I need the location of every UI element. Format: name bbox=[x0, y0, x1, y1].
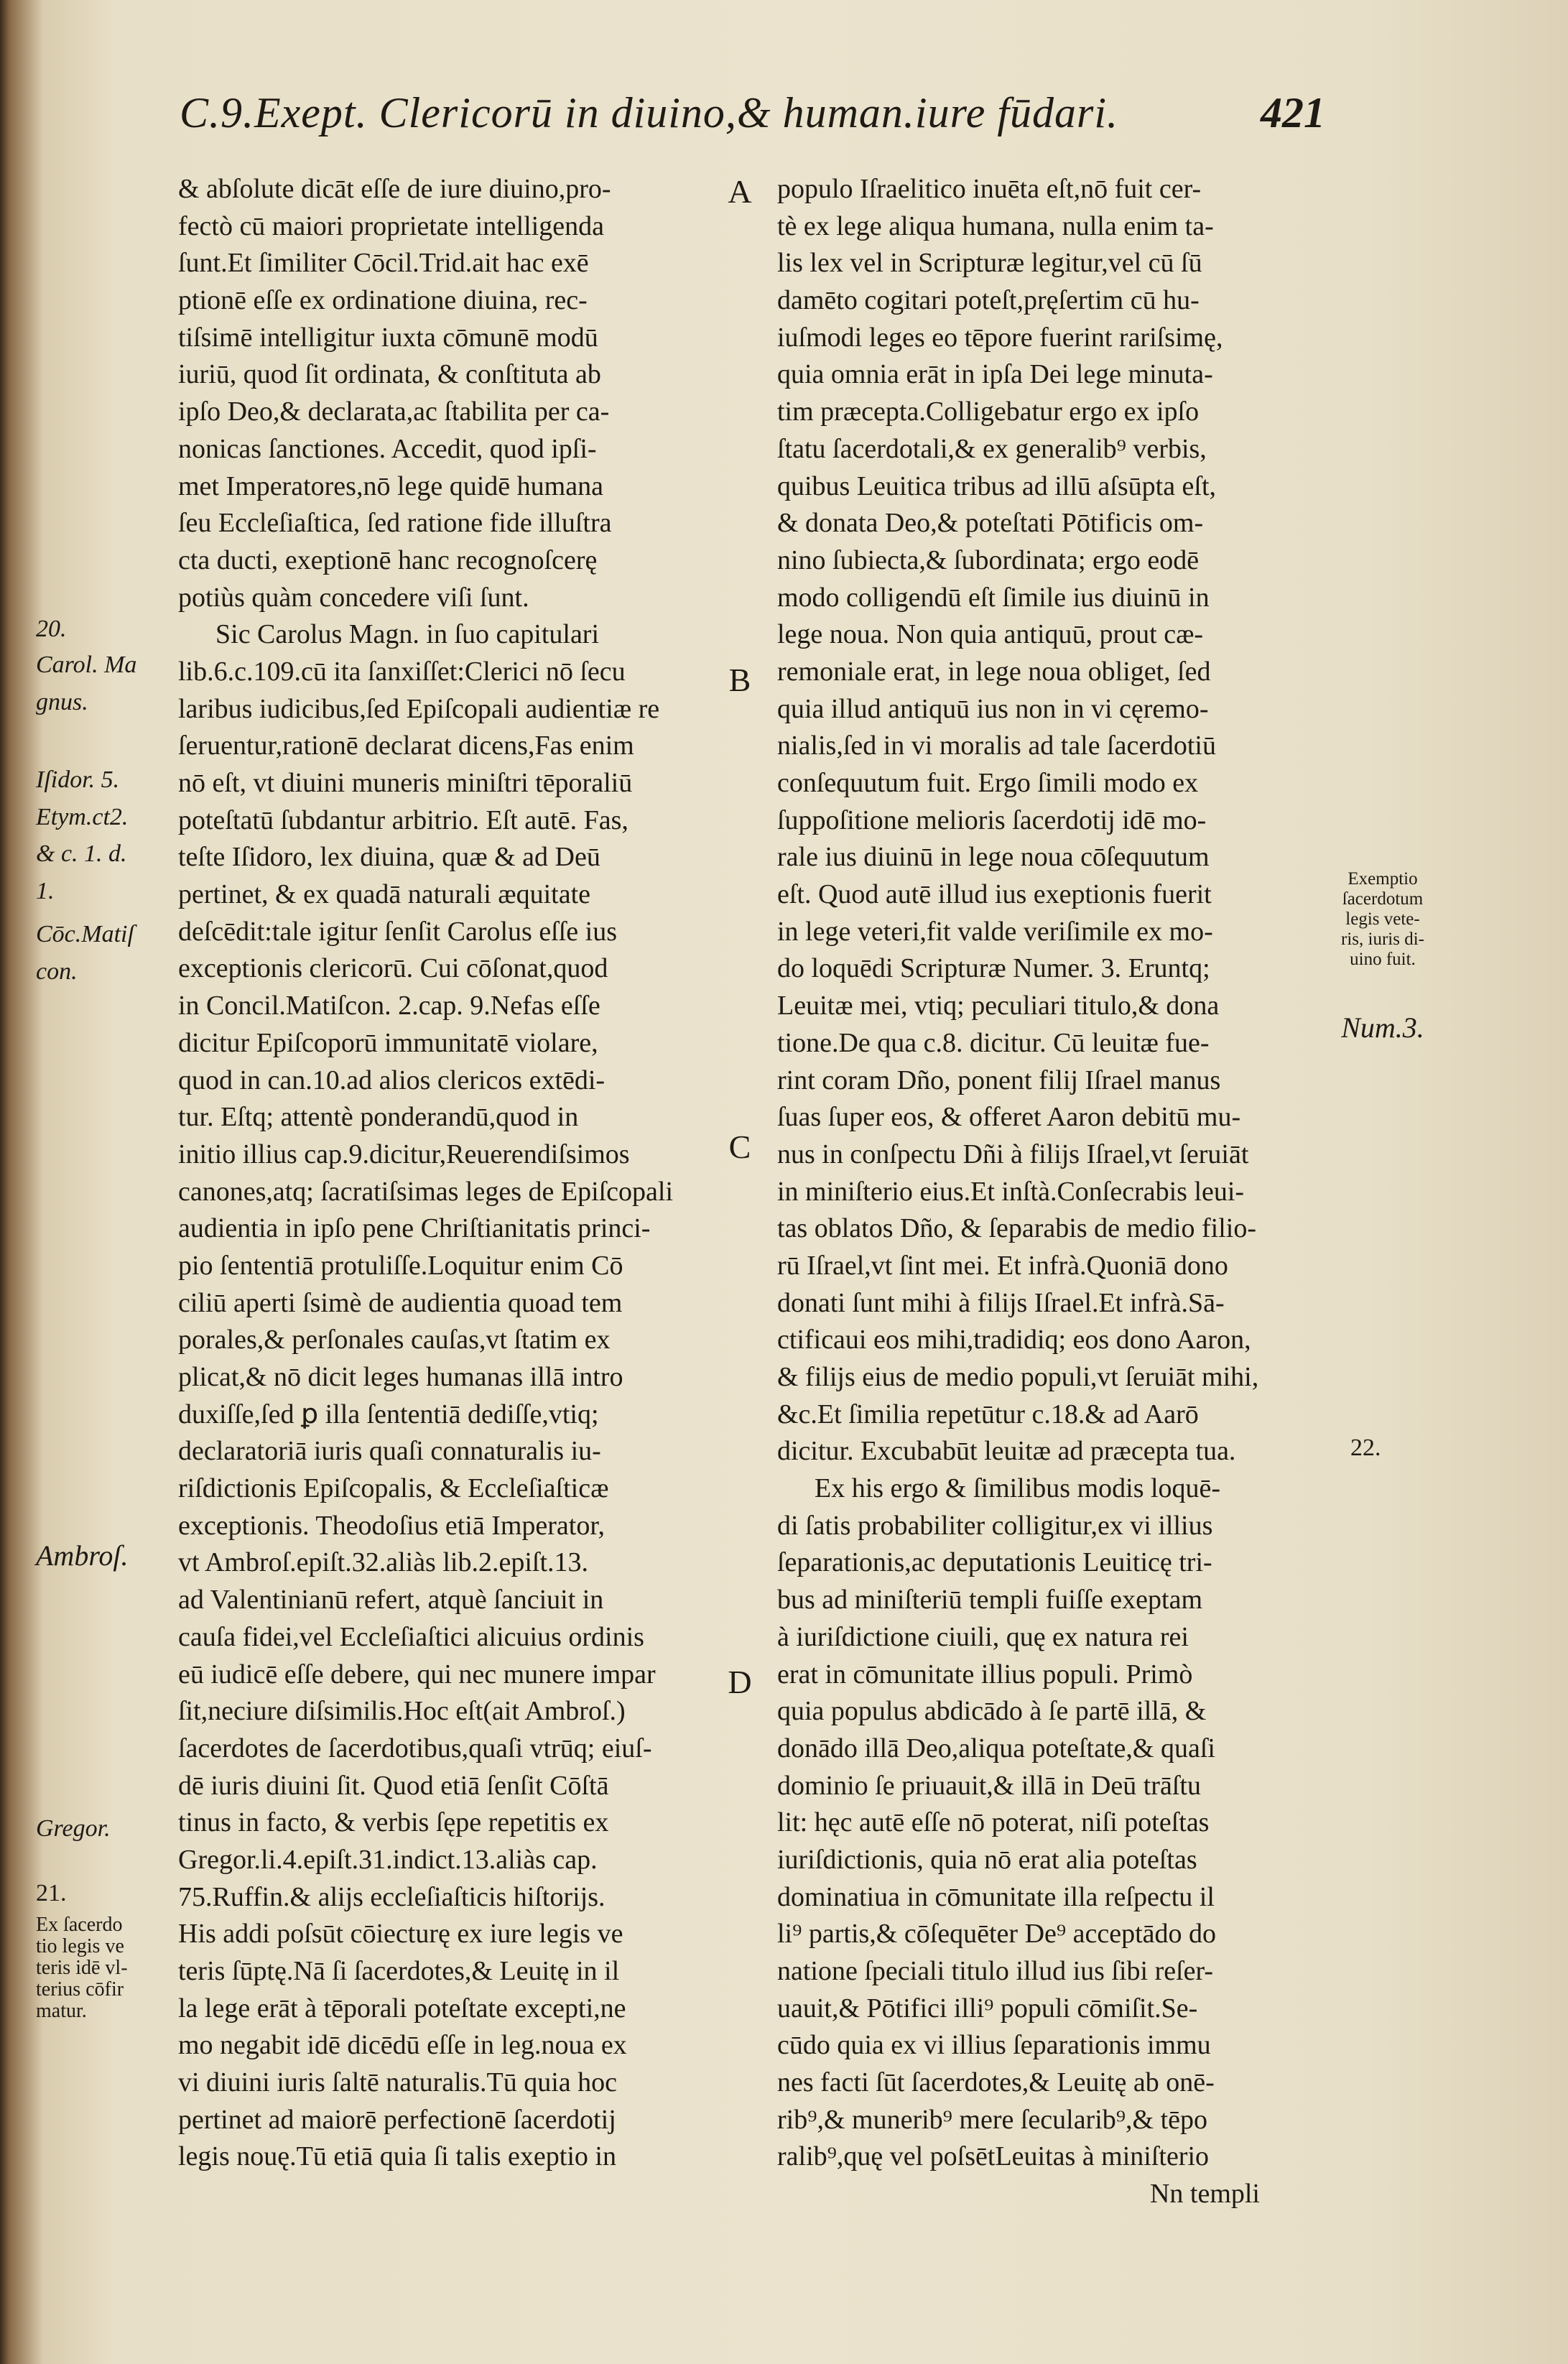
text-line: pertinet ad maiorē perfectionē ſacerdotij bbox=[178, 2104, 616, 2135]
text-line: dominio ſe priuauit,& illā in Deū trāſtu bbox=[777, 1770, 1201, 1801]
margin-note-exemptio bbox=[1318, 869, 1447, 970]
text-line: in miniſterio eius.Et inſtà.Conſecrabis leui- bbox=[777, 1176, 1245, 1207]
text-line: ad Valentinianū refert, atquè ſanciuit in bbox=[178, 1585, 604, 1616]
margin-note-line: tio legis ve bbox=[36, 1935, 124, 1957]
text-line: tiſsimē intelligitur iuxta cōmunē modū bbox=[178, 322, 598, 353]
margin-ref-carolus bbox=[36, 646, 172, 720]
text-line: quod in can.10.ad alios clericos extēdi- bbox=[178, 1065, 606, 1095]
text-line: quia populus abdicādo à ſe partē illā, & bbox=[777, 1696, 1207, 1727]
text-line: ptionē eſſe ex ordinatione diuina, rec- bbox=[178, 285, 588, 316]
margin-ref-gregor: Gregor. bbox=[36, 1815, 111, 1842]
text-line: & donata Deo,& poteſtati Pōtificis om- bbox=[777, 508, 1204, 539]
margin-note-line: legis vete- bbox=[1345, 909, 1420, 929]
margin-ref-line: gnus. bbox=[36, 688, 88, 715]
text-line: lege noua. Non quia antiquū, prout cæ- bbox=[777, 619, 1204, 650]
text-line: Gregor.li.4.epiſt.31.indict.13.aliàs cap. bbox=[178, 1844, 598, 1875]
text-line: quia omnia erāt in ipſa Dei lege minuta- bbox=[777, 359, 1213, 390]
text-line: quibus Leuitica tribus ad illū aſsūpta eſt, bbox=[777, 471, 1217, 501]
text-line: ſuas ſuper eos, & offeret Aaron debitū mu- bbox=[777, 1102, 1241, 1133]
text-line: vt Ambroſ.epiſt.32.aliàs lib.2.epiſt.13. bbox=[178, 1547, 589, 1578]
margin-note-line: Exemptio bbox=[1347, 869, 1418, 889]
margin-note-line: ſacerdotum bbox=[1342, 889, 1424, 909]
text-line: populo Iſraelitico inuēta eſt,nō fuit cer- bbox=[777, 174, 1202, 204]
text-line: ſeruentur,rationē declarat dicens,Fas enim bbox=[178, 731, 634, 761]
text-line: eſt. Quod autē illud ius exeptionis fuerit bbox=[777, 879, 1212, 910]
margin-ref-ambros: Ambroſ. bbox=[36, 1539, 129, 1572]
text-line: fectò cū maiori proprietate intelligenda bbox=[178, 210, 604, 241]
text-line: lib.6.c.109.cū ita ſanxiſſet:Clerici nō ſecu bbox=[178, 656, 626, 687]
text-line: met Imperatores,nō lege quidē humana bbox=[178, 471, 603, 501]
text-line: quia illud antiquū ius non in vi cęremo- bbox=[777, 693, 1209, 724]
margin-ref-numeri: Num.3. bbox=[1341, 1011, 1424, 1044]
margin-number-20: 20. bbox=[36, 616, 67, 642]
text-line: mo negabit idē dicēdū eſſe in leg.noua ex bbox=[178, 2030, 627, 2061]
text-line: tur. Eſtq; attentè ponderandū,quod in bbox=[178, 1102, 579, 1133]
text-line: 75.Ruffin.& alijs eccleſiaſticis hiſtorijs. bbox=[178, 1881, 606, 1912]
text-line: dominatiua in cōmunitate illa reſpectu il bbox=[777, 1881, 1215, 1912]
text-line: ſuppoſitione melioris ſacerdotij idē mo- bbox=[777, 805, 1207, 835]
left-text-column bbox=[178, 171, 718, 2176]
text-line: exceptionis. Theodoſius etiā Imperator, bbox=[178, 1510, 605, 1541]
text-line: riſdictionis Epiſcopalis, & Eccleſiaſticæ bbox=[178, 1473, 609, 1504]
text-line: tione.De qua c.8. dicitur. Cū leuitæ fue- bbox=[777, 1027, 1210, 1058]
margin-ref-line: Iſidor. 5. bbox=[36, 766, 120, 793]
text-line: pio ſententiā protuliſſe.Loquitur enim Cō bbox=[178, 1250, 623, 1281]
text-line: duxiſſe,ſed ꝑ illa ſententiā dediſſe,vtiq; bbox=[178, 1399, 599, 1429]
text-line: lis lex vel in Scripturæ legitur,vel cū ſū bbox=[777, 248, 1202, 279]
margin-number-21: 21. bbox=[36, 1880, 67, 1906]
text-line: canones,atq; ſacratiſsimas leges de Epiſcopali bbox=[178, 1176, 674, 1207]
text-line: rib⁹,& munerib⁹ mere ſecularib⁹,& tēpo bbox=[777, 2104, 1208, 2135]
text-line: ſeu Eccleſiaſtica, ſed ratione fide illuſtra bbox=[178, 508, 612, 539]
text-line: la lege erāt à tēporali poteſtate excepti,ne bbox=[178, 1993, 626, 2024]
text-line: rū Iſrael,vt ſint mei. Et infrà.Quoniā dono bbox=[777, 1250, 1228, 1281]
text-line: rint coram Dño, ponent filij Iſrael manus bbox=[777, 1065, 1221, 1095]
text-line: nō eſt, vt diuini muneris miniſtri tēporaliū bbox=[178, 768, 633, 798]
text-line: & abſolute dicāt eſſe de iure diuino,pro- bbox=[178, 174, 611, 204]
text-line: tinus in facto, & verbis ſępe repetitis ex bbox=[178, 1807, 609, 1838]
text-line: bus ad miniſteriū templi fuiſſe exeptam bbox=[777, 1585, 1203, 1616]
text-line: dē iuris diuini ſit. Quod etiā ſenſit Cōſtā bbox=[178, 1770, 609, 1801]
margin-ref-line: Carol. Ma bbox=[36, 652, 137, 678]
text-line: ſit,neciure diſsimilis.Hoc eſt(ait Ambroſ.) bbox=[178, 1696, 626, 1727]
text-line: His addi poſsūt cōiecturę ex iure legis ve bbox=[178, 1919, 623, 1950]
text-line: donati ſunt mihi à filijs Iſrael.Et infrà.Sā- bbox=[777, 1287, 1225, 1318]
text-line: poteſtatū ſubdantur arbitrio. Eſt autē. Fas, bbox=[178, 805, 628, 835]
text-line: Leuitæ mei, vtiq; peculiari titulo,& dona bbox=[777, 991, 1220, 1021]
text-line: &c.Et ſimilia repetūtur c.18.& ad Aarō bbox=[777, 1399, 1199, 1429]
text-line: in lege veteri,fit valde veriſimile ex mo- bbox=[777, 916, 1213, 947]
margin-ref-isidor bbox=[36, 761, 172, 910]
text-line: dicitur. Excubabūt leuitæ ad præcepta tua. bbox=[777, 1436, 1236, 1467]
text-line: di ſatis probabiliter colligitur,ex vi illius bbox=[777, 1510, 1213, 1541]
text-line: initio illius cap.9.dicitur,Reuerendiſsimos bbox=[178, 1139, 630, 1169]
text-line: nino ſubiecta,& ſubordinata; ergo eodē bbox=[777, 544, 1200, 575]
text-line: modo colligendū eſt ſimile ius diuinū in bbox=[777, 582, 1210, 613]
margin-note-line: teris idē vl- bbox=[36, 1957, 128, 1979]
margin-number-22: 22. bbox=[1350, 1434, 1381, 1461]
text-line: porales,& perſonales cauſas,vt ſtatim ex bbox=[178, 1325, 611, 1355]
text-line: pertinet, & ex quadā naturali æquitate bbox=[178, 879, 591, 910]
running-title: C.9.Exept. Clericorū in diuino,& human.iure fūdari. bbox=[180, 89, 1119, 136]
text-line: iuſmodi leges eo tēpore fuerint rariſsimę, bbox=[777, 322, 1223, 353]
text-line: audientia in ipſo pene Chriſtianitatis princi- bbox=[178, 1213, 651, 1244]
text-line: teſte Iſidoro, lex diuina, quæ & ad Deū bbox=[178, 842, 600, 873]
text-line: Sic Carolus Magn. in ſuo capitulari bbox=[215, 619, 600, 650]
page-number: 421 bbox=[1261, 89, 1325, 136]
text-line: tè ex lege aliqua humana, nulla enim ta- bbox=[777, 210, 1214, 241]
text-line: natione ſpeciali titulo illud ius ſibi reſer- bbox=[777, 1956, 1214, 1986]
text-line: laribus iudicibus,ſed Epiſcopali audientiæ re bbox=[178, 693, 660, 724]
text-line: deſcēdit:tale igitur ſenſit Carolus eſſe ius bbox=[178, 916, 618, 947]
section-marker-b: B bbox=[728, 662, 751, 698]
text-line: cūdo quia ex vi illius ſeparationis immu bbox=[777, 2030, 1211, 2061]
text-line: dicitur Epiſcoporū immunitatē violare, bbox=[178, 1027, 598, 1058]
text-line: nes facti ſūt ſacerdotes,& Leuitę ab onē- bbox=[777, 2067, 1215, 2098]
section-marker-a: A bbox=[728, 173, 752, 210]
text-line: rale ius diuinū in lege noua cōſequutum bbox=[777, 842, 1210, 873]
text-line: potiùs quàm concedere viſi ſunt. bbox=[178, 582, 529, 613]
text-line: Nn templi bbox=[1149, 2179, 1260, 2210]
margin-note-21 bbox=[36, 1914, 172, 2022]
text-line: ipſo Deo,& declarata,ac ſtabilita per ca- bbox=[178, 397, 610, 427]
margin-ref-line: 1. bbox=[36, 878, 55, 905]
text-line: ſunt.Et ſimiliter Cōcil.Trid.ait hac exē bbox=[178, 248, 589, 279]
text-line: iuriſdictionis, quia nō erat alia poteſtas bbox=[777, 1844, 1197, 1875]
text-line: ralib⁹,quę vel poſsētLeuitas à miniſterio bbox=[777, 2141, 1210, 2172]
text-line: in Concil.Matiſcon. 2.cap. 9.Nefas eſſe bbox=[178, 991, 600, 1021]
text-line: ſacerdotes de ſacerdotibus,quaſi vtrūq; eiuſ- bbox=[178, 1733, 652, 1763]
text-line: conſequutum fuit. Ergo ſimili modo ex bbox=[777, 768, 1199, 798]
text-line: declaratoriā iuris quaſi connaturalis iu- bbox=[178, 1436, 601, 1467]
margin-note-line: ris, iuris di- bbox=[1341, 930, 1424, 949]
text-line: nonicas ſanctiones. Accedit, quod ipſi- bbox=[178, 433, 597, 464]
margin-note-line: terius cōfir bbox=[36, 1978, 124, 2001]
section-marker-c: C bbox=[728, 1128, 751, 1165]
text-line: cta ducti, exeptionē hanc recognoſcerę bbox=[178, 544, 598, 575]
right-text-column bbox=[777, 171, 1317, 2213]
text-line: legis nouę.Tū etiā quia ſi talis exeptio in bbox=[178, 2141, 616, 2172]
margin-ref-concilium bbox=[36, 916, 172, 990]
text-line: do loquēdi Scripturæ Numer. 3. Eruntq; bbox=[777, 953, 1210, 984]
margin-ref-line: con. bbox=[36, 958, 78, 985]
text-line: ctificaui eos mihi,tradidiq; eos dono Aaron, bbox=[777, 1325, 1251, 1355]
margin-note-line: matur. bbox=[36, 2000, 87, 2022]
text-line: erat in cōmunitate illius populi. Primò bbox=[777, 1659, 1193, 1689]
text-line: exceptionis clericorū. Cui cōſonat,quod bbox=[178, 953, 608, 984]
margin-ref-line: Cōc.Matiſ bbox=[36, 921, 134, 947]
text-line: remoniale erat, in lege noua obliget, ſed bbox=[777, 656, 1211, 687]
text-line: Ex his ergo & ſimilibus modis loquē- bbox=[815, 1473, 1221, 1504]
margin-note-line: uino fuit. bbox=[1350, 950, 1416, 969]
text-line: uauit,& Pōtifici illi⁹ populi cōmiſit.Se- bbox=[777, 1993, 1198, 2024]
text-line: tim præcepta.Colligebatur ergo ex ipſo bbox=[777, 397, 1200, 427]
text-line: plicat,& nō dicit leges humanas illā intro bbox=[178, 1362, 623, 1392]
text-line: ciliū aperti ſsimè de audientia quoad tem bbox=[178, 1287, 623, 1318]
text-line: ſtatu ſacerdotali,& ex generalib⁹ verbis, bbox=[777, 433, 1207, 464]
section-marker-d: D bbox=[728, 1664, 752, 1700]
text-line: li⁹ partis,& cōſequēter De⁹ acceptādo do bbox=[777, 1919, 1217, 1950]
text-line: nus in conſpectu Dñi à filijs Iſrael,vt ſeruiāt bbox=[777, 1139, 1249, 1169]
text-line: eū iudicē eſſe debere, qui nec munere impar bbox=[178, 1659, 656, 1689]
text-line: damēto cogitari poteſt,pręſertim cū hu- bbox=[777, 285, 1200, 316]
margin-note-line: Ex ſacerdo bbox=[36, 1914, 123, 1936]
text-line: teris ſūptę.Nā ſi ſacerdotes,& Leuitę in il bbox=[178, 1956, 620, 1986]
text-line: tas oblatos Dño, & ſeparabis de medio filio- bbox=[777, 1213, 1256, 1244]
text-line: ſeparationis,ac deputationis Leuiticę tri- bbox=[777, 1547, 1212, 1578]
margin-ref-line: & c. 1. d. bbox=[36, 840, 127, 868]
text-line: lit: hęc autē eſſe nō poterat, niſi poteſtas bbox=[777, 1807, 1210, 1838]
text-line: donādo illā Deo,aliqua poteſtate,& quaſi bbox=[777, 1733, 1215, 1763]
margin-ref-line: Etym.ct2. bbox=[36, 803, 129, 830]
text-line: vi diuini iuris ſaltē naturalis.Tū quia hoc bbox=[178, 2067, 618, 2098]
text-line: iuriū, quod ſit ordinata, & conſtituta ab bbox=[178, 359, 601, 390]
text-line: nialis,ſed in vi moralis ad tale ſacerdotiū bbox=[777, 731, 1216, 761]
text-line: à iuriſdictione ciuili, quę ex natura rei bbox=[777, 1621, 1189, 1652]
text-line: cauſa fidei,vel Eccleſiaſtici alicuius ordinis bbox=[178, 1621, 644, 1652]
text-line: & filijs eius de medio populi,vt ſeruiāt mihi, bbox=[777, 1362, 1259, 1392]
